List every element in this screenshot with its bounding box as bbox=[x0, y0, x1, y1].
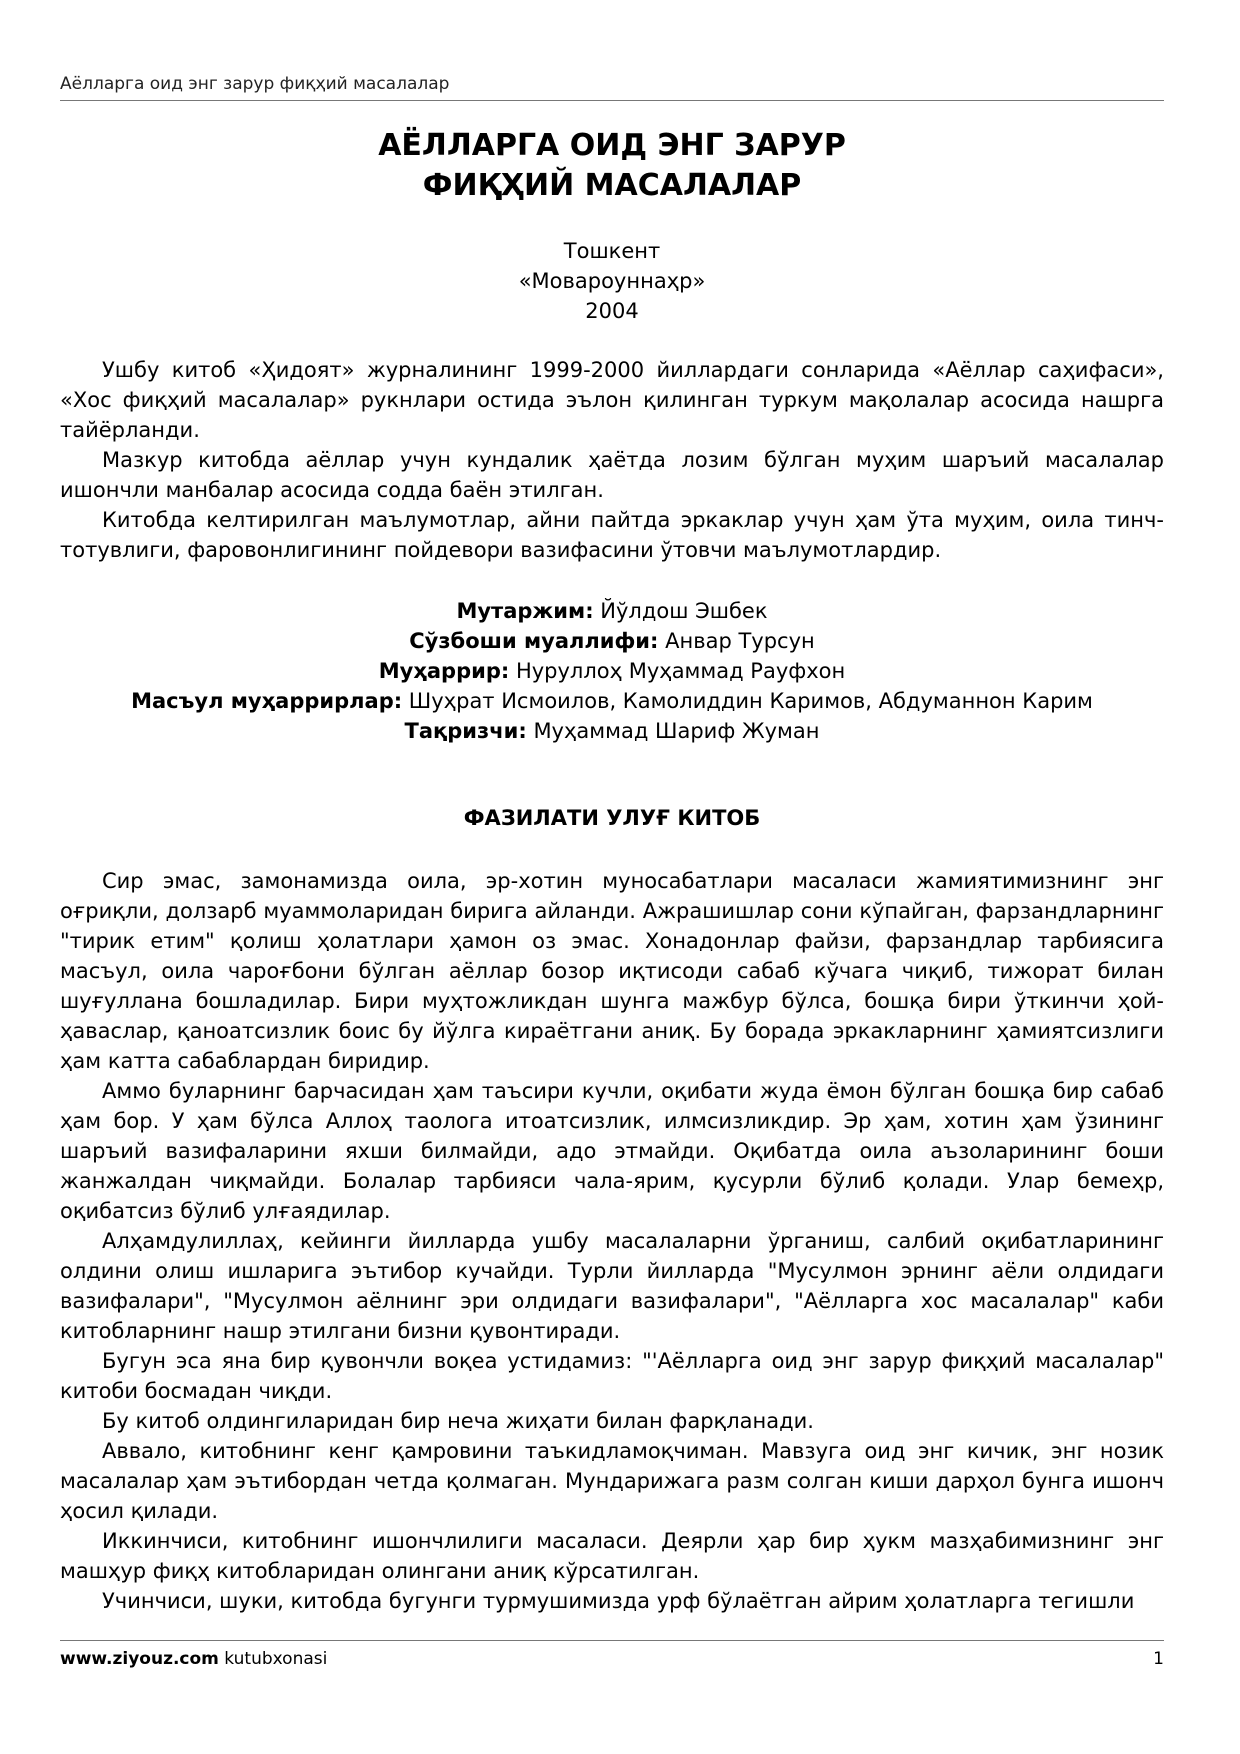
page-footer bbox=[60, 1640, 1164, 1669]
running-header: Аёлларга оид энг зарур фиқҳий масалалар bbox=[60, 74, 1164, 101]
document-title bbox=[60, 126, 1164, 206]
credit-label: Масъул муҳаррирлар: bbox=[131, 689, 403, 713]
title-line-2: ФИҚҲИЙ МАСАЛАЛАР bbox=[422, 168, 802, 203]
body-paragraph: Учинчиси, шуки, китобда бугунги турмушимизда урф бўлаётган айрим ҳолатларга тегишли bbox=[102, 1589, 1135, 1613]
credit-responsible-editors bbox=[60, 686, 1164, 716]
imprint-year: 2004 bbox=[585, 299, 639, 323]
credit-value: Муҳаммад Шариф Жуман bbox=[526, 719, 820, 743]
credit-label: Муҳаррир: bbox=[378, 659, 510, 683]
body-paragraph: Бу китоб олдингиларидан бир неча жиҳати билан фарқланади. bbox=[102, 1409, 814, 1433]
imprint bbox=[60, 236, 1164, 326]
intro-paragraph: Китобда келтирилган маълумотлар, айни пайтда эркаклар учун ҳам ўта муҳим, оила тинч-тотувлиги, фаровонлигининг пойдевори вазифасини ўтовчи маълумотлардир. bbox=[60, 508, 1164, 562]
credit-value: Шуҳрат Исмоилов, Камолиддин Каримов, Абдуманнон Карим bbox=[402, 689, 1093, 713]
credit-label: Мутаржим: bbox=[456, 599, 594, 623]
body-paragraph: Аввало, китобнинг кенг қамровини таъкидламоқчиман. Мавзуга оид энг кичик, энг нозик масалалар ҳам эътибордан четда қолмаган. Мундарижага разм солган киши дарҳол бунга ишонч ҳосил қилади. bbox=[60, 1439, 1164, 1523]
imprint-publisher: «Мовароуннаҳр» bbox=[518, 269, 706, 293]
body-paragraph: Сир эмас, замонамизда оила, эр-хотин муносабатлари масаласи жамиятимизнинг энг оғриқли, долзарб муаммоларидан бирига айланди. Ажрашишлар сони кўпайган, фарзандларнинг "тирик етим" қолиш ҳолатлари ҳамон оз эмас. Хонадонлар файзи, фарзандлар тарбиясига масъул, оила чароғбони бўлган аёллар бозор иқтисоди сабаб кўчага чиқиб, тижорат билан шуғуллана бошладилар. Бири муҳтожликдан шунга мажбур бўлса, бошқа бири ўткинчи ҳой-ҳаваслар, қаноатсизлик боис бу йўлга кираётгани аниқ. Бу борада эркакларнинг ҳамиятсизлиги ҳам катта сабаблардан биридир. bbox=[60, 869, 1164, 1073]
main-text bbox=[60, 866, 1164, 1616]
credit-editor bbox=[60, 656, 1164, 686]
section-heading: ФАЗИЛАТИ УЛУҒ КИТОБ bbox=[463, 806, 761, 830]
title-line-1: АЁЛЛАРГА ОИД ЭНГ ЗАРУР bbox=[378, 128, 846, 163]
footer-label: kutubxonasi bbox=[218, 1649, 328, 1669]
credit-value: Нуруллоҳ Муҳаммад Рауфхон bbox=[509, 659, 846, 683]
footer-site-link[interactable]: www.ziyouz.com bbox=[60, 1649, 219, 1669]
body-paragraph: Аммо буларнинг барчасидан ҳам таъсири кучли, оқибати жуда ёмон бўлган бошқа бир сабаб ҳам бор. У ҳам бўлса Аллоҳ таолога итоатсизлик, илмсизликдир. Эр ҳам, хотин ҳам ўзининг шаръий вазифаларини яхши билмайди, адо этмайди. Оқибатда оила аъзоларининг боши жанжалдан чиқмайди. Болалар тарбияси чала-ярим, қусурли бўлиб қолади. Улар бемеҳр, оқибатсиз бўлиб улғаядилар. bbox=[60, 1079, 1164, 1223]
credits-block bbox=[60, 596, 1164, 746]
credit-label: Сўзбоши муаллифи: bbox=[409, 629, 659, 653]
credit-value: Йўлдош Эшбек bbox=[593, 599, 768, 623]
imprint-city: Тошкент bbox=[563, 239, 661, 263]
credit-reviewer bbox=[60, 716, 1164, 746]
credit-foreword-author bbox=[60, 626, 1164, 656]
credit-label: Тақризчи: bbox=[404, 719, 527, 743]
body-paragraph: Иккинчиси, китобнинг ишончлилиги масаласи. Деярли ҳар бир ҳукм мазҳабимизнинг энг машҳур фиқҳ китобларидан олингани аниқ кўрсатилган. bbox=[60, 1529, 1164, 1583]
credit-value: Анвар Турсун bbox=[658, 629, 815, 653]
intro-paragraph: Мазкур китобда аёллар учун кундалик ҳаётда лозим бўлган муҳим шаръий масалалар ишончли манбалар асосида содда баён этилган. bbox=[60, 448, 1164, 502]
credit-translator bbox=[60, 596, 1164, 626]
page-number: 1 bbox=[1153, 1649, 1164, 1669]
intro-section bbox=[60, 355, 1164, 565]
body-paragraph: Бугун эса яна бир қувончли воқеа устидамиз: "'Аёлларга оид энг зарур фиқҳий масалалар" китоби босмадан чиқди. bbox=[60, 1349, 1164, 1403]
intro-paragraph: Ушбу китоб «Ҳидоят» журналининг 1999-2000 йиллардаги сонларида «Аёллар саҳифаси», «Хос фиқҳий масалалар» рукнлари остида эълон қилинган туркум мақолалар асосида нашрга тайёрланди. bbox=[60, 358, 1164, 442]
body-paragraph: Алҳамдулиллаҳ, кейинги йилларда ушбу масалаларни ўрганиш, салбий оқибатларининг олдини олиш ишларига эътибор кучайди. Турли йилларда "Мусулмон эрнинг аёли олдидаги вазифалари", "Мусулмон аёлнинг эри олдидаги вазифалари", "Аёлларга хос масалалар" каби китобларнинг нашр этилгани бизни қувонтиради. bbox=[60, 1229, 1164, 1343]
